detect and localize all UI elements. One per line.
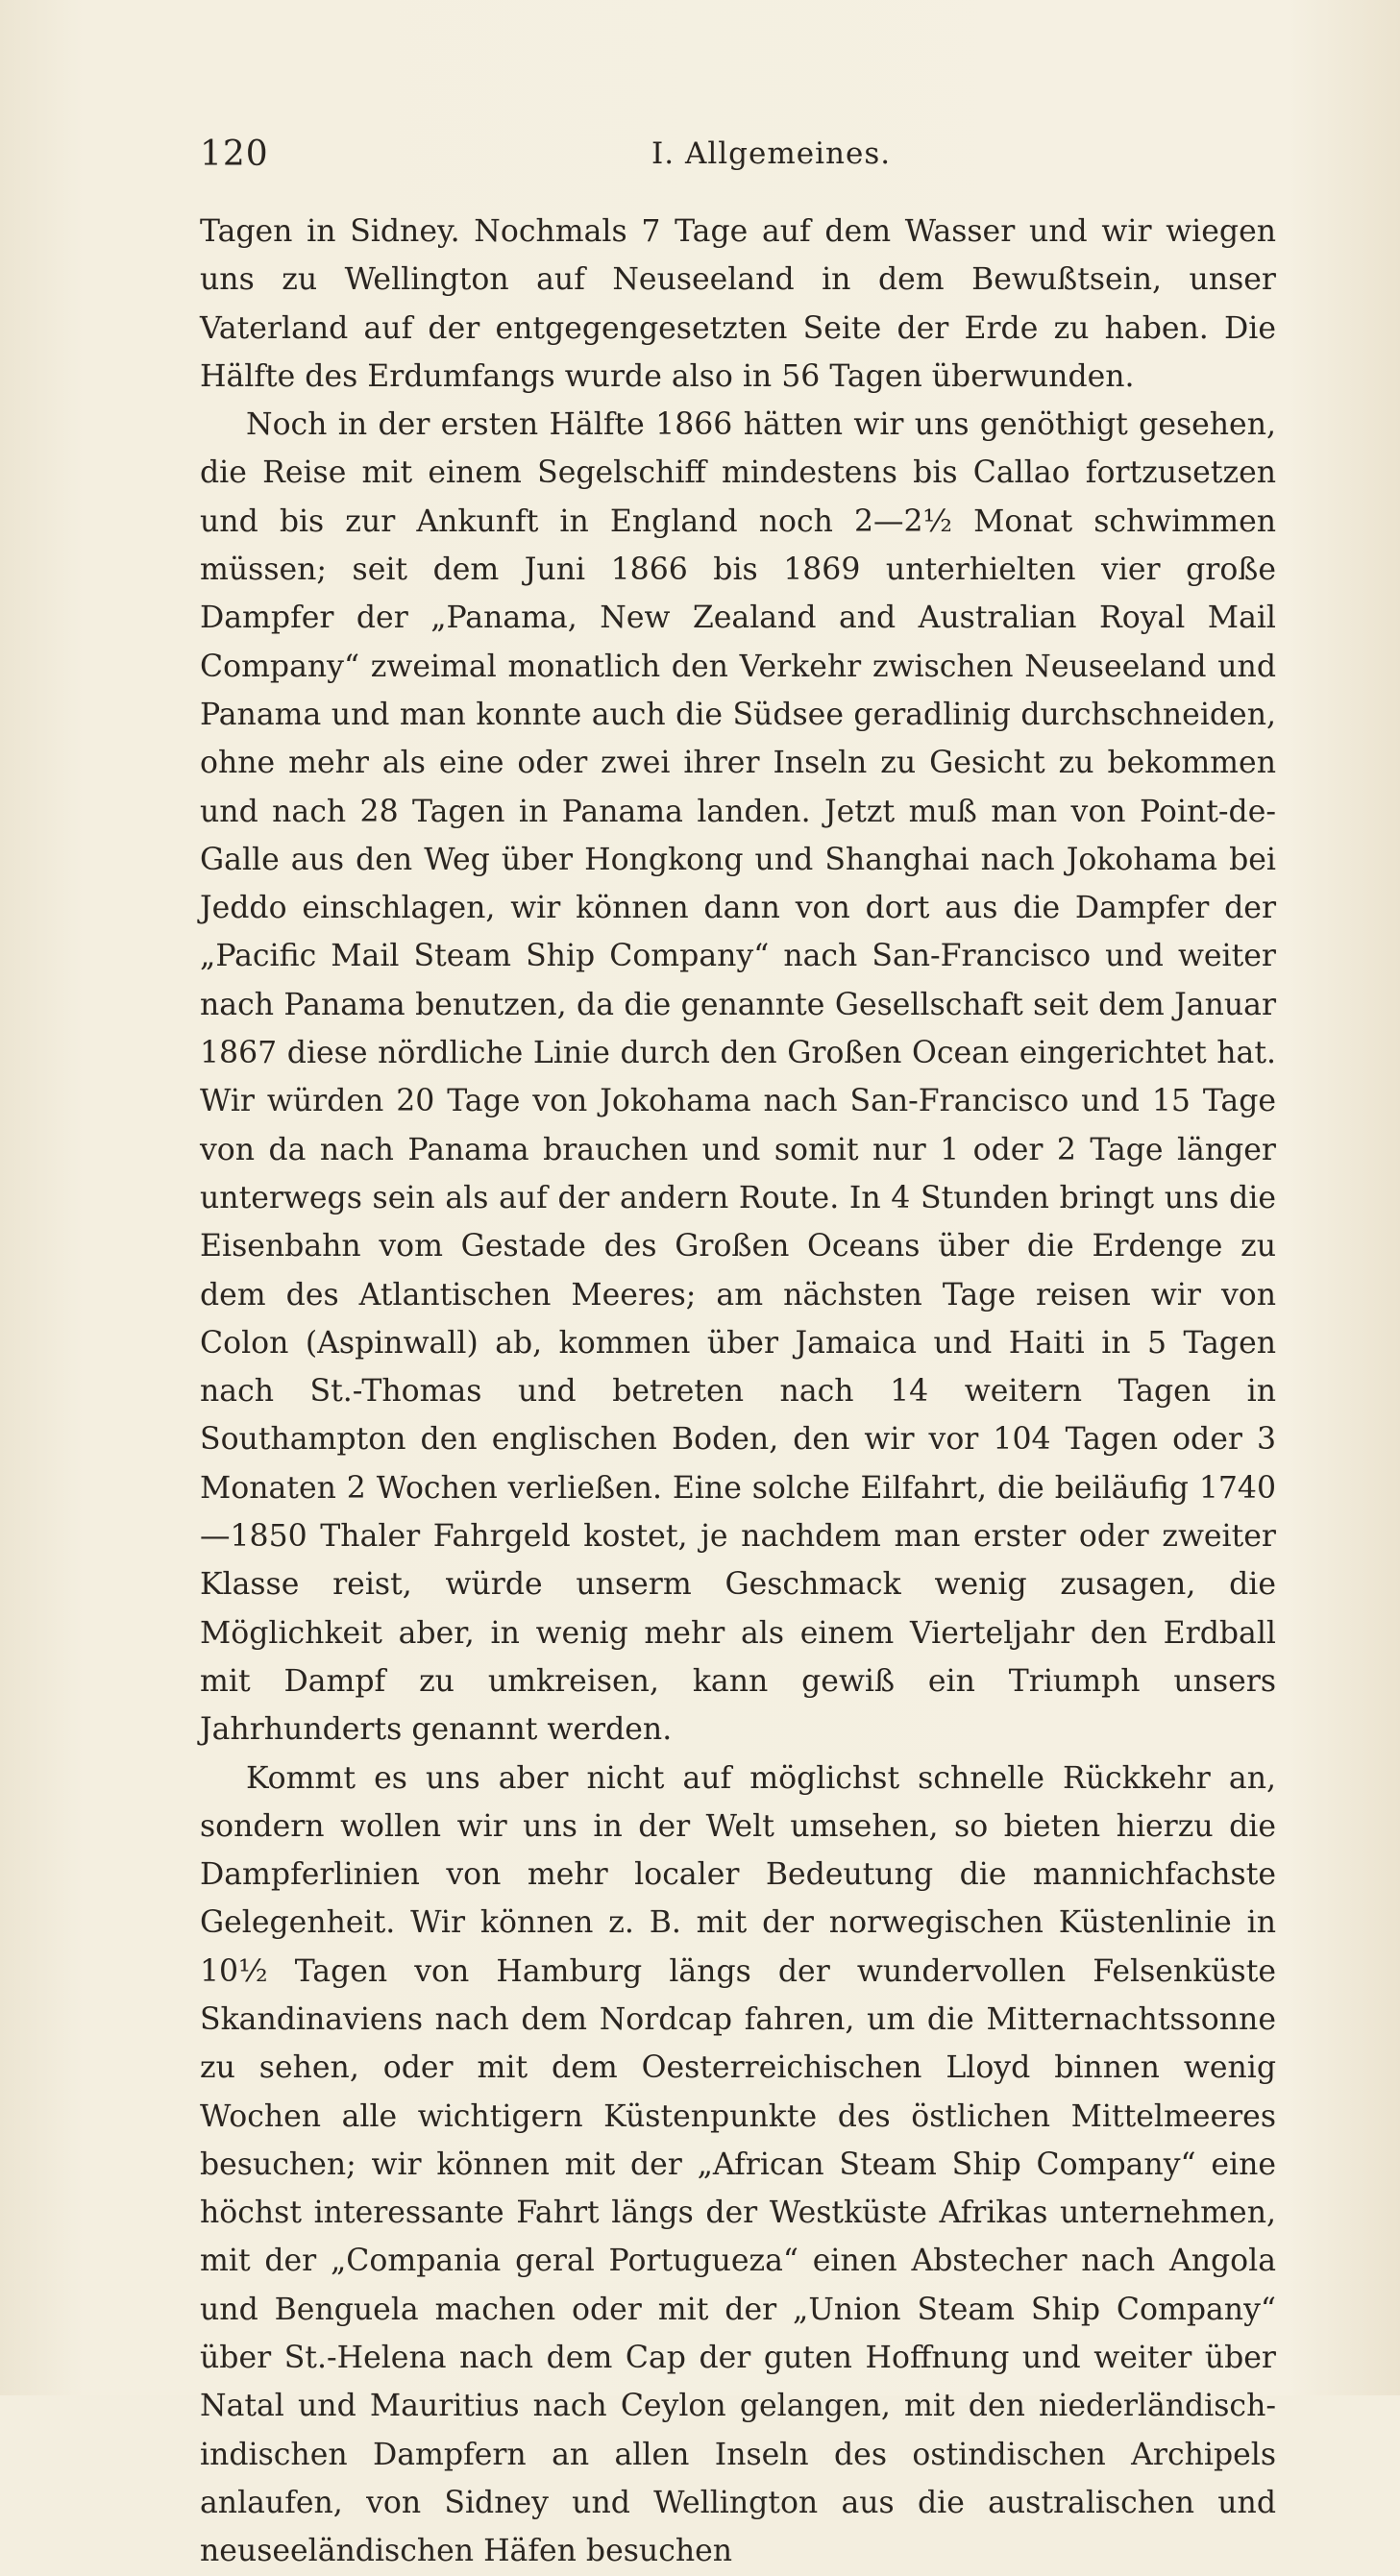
running-head: I. Allgemeines. [651,136,892,171]
paragraph-continuation: Tagen in Sidney. Nochmals 7 Tage auf dem Wasser und wir wiegen uns zu Wellington auf Neuseeland in dem Bewußtsein, unser Vaterland auf der entgegengesetzten Seite der Erde zu haben. Die Hälfte des Erdumfangs wurde also in 56 Tagen überwunden. [200,214,1276,394]
paragraph: Noch in der ersten Hälfte 1866 hätten wir uns genöthigt gesehen, die Reise mit einem Segelschiff mindestens bis Callao fortzusetzen und bis zur Ankunft in England noch 2—2½ Monat schwimmen müssen; seit dem Juni 1866 bis 1869 unterhielten vier große Dampfer der „Panama, New Zealand and Australian Royal Mail Company“ zweimal monatlich den Verkehr zwischen Neuseeland und Panama und man konnte auch die Südsee geradlinig durchschneiden, ohne mehr als eine oder zwei ihrer Inseln zu Gesicht zu bekommen und nach 28 Tagen in Panama landen. Jetzt muß man von Point-de-Galle aus den Weg über Hongkong und Shanghai nach Jokohama bei Jeddo einschlagen, wir können dann von dort aus die Dampfer der „Pacific Mail Steam Ship Company“ nach San-Francisco und weiter nach Panama benutzen, da die genannte Gesellschaft seit dem Januar 1867 diese nördliche Linie durch den Großen Ocean eingerichtet hat. Wir würden 20 Tage von Jokohama nach San-Francisco und 15 Tage von da nach Panama brauchen und somit nur 1 oder 2 Tage länger unterwegs sein als auf der andern Route. In 4 Stunden bringt uns die Eisenbahn vom Gestade des Großen Oceans über die Erdenge zu dem des Atlantischen Meeres; am nächsten Tage reisen wir von Colon (Aspinwall) ab, kommen über Jamaica und Haiti in 5 Tagen nach St.-Thomas und betreten nach 14 weitern Tagen in Southampton den englischen Boden, den wir vor 104 Tagen oder 3 Monaten 2 Wochen verließen. Eine solche Eilfahrt, die beiläufig 1740—1850 Thaler Fahrgeld kostet, je nachdem man erster oder zweiter Klasse reist, würde unserm Geschmack wenig zusagen, die Möglichkeit aber, in wenig mehr als einem Vierteljahr den Erdball mit Dampf zu umkreisen, kann gewiß ein Triumph unsers Jahrhunderts genannt werden. [200,407,1276,1748]
paragraph: Kommt es uns aber nicht auf möglichst schnelle Rückkehr an, sondern wollen wir uns in der Welt umsehen, so bieten hierzu die Dampferlinien von mehr localer Bedeutung die mannichfachste Gelegenheit. Wir können z. B. mit der norwegischen Küstenlinie in 10½ Tagen von Hamburg längs der wundervollen Felsenküste Skandinaviens nach dem Nordcap fahren, um die Mitternachtssonne zu sehen, oder mit dem Oesterreichischen Lloyd binnen wenig Wochen alle wichtigern Küstenpunkte des östlichen Mittelmeeres besuchen; wir können mit der „African Steam Ship Company“ eine höchst interessante Fahrt längs der Westküste Afrikas unternehmen, mit der „Compania geral Portugueza“ einen Abstecher nach Angola und Benguela machen oder mit der „Union Steam Ship Company“ über St.-Helena nach dem Cap der guten Hoffnung und weiter über Natal und Mauritius nach Ceylon gelangen, mit den niederländisch-indischen Dampfern an allen Inseln des ostindischen Archipels anlaufen, von Sidney und Wellington aus die australischen und neuseeländischen Häfen besuchen [200,1760,1276,2569]
body-text [200,208,1276,2576]
page-header [200,135,1276,179]
page-number: 120 [200,135,269,174]
